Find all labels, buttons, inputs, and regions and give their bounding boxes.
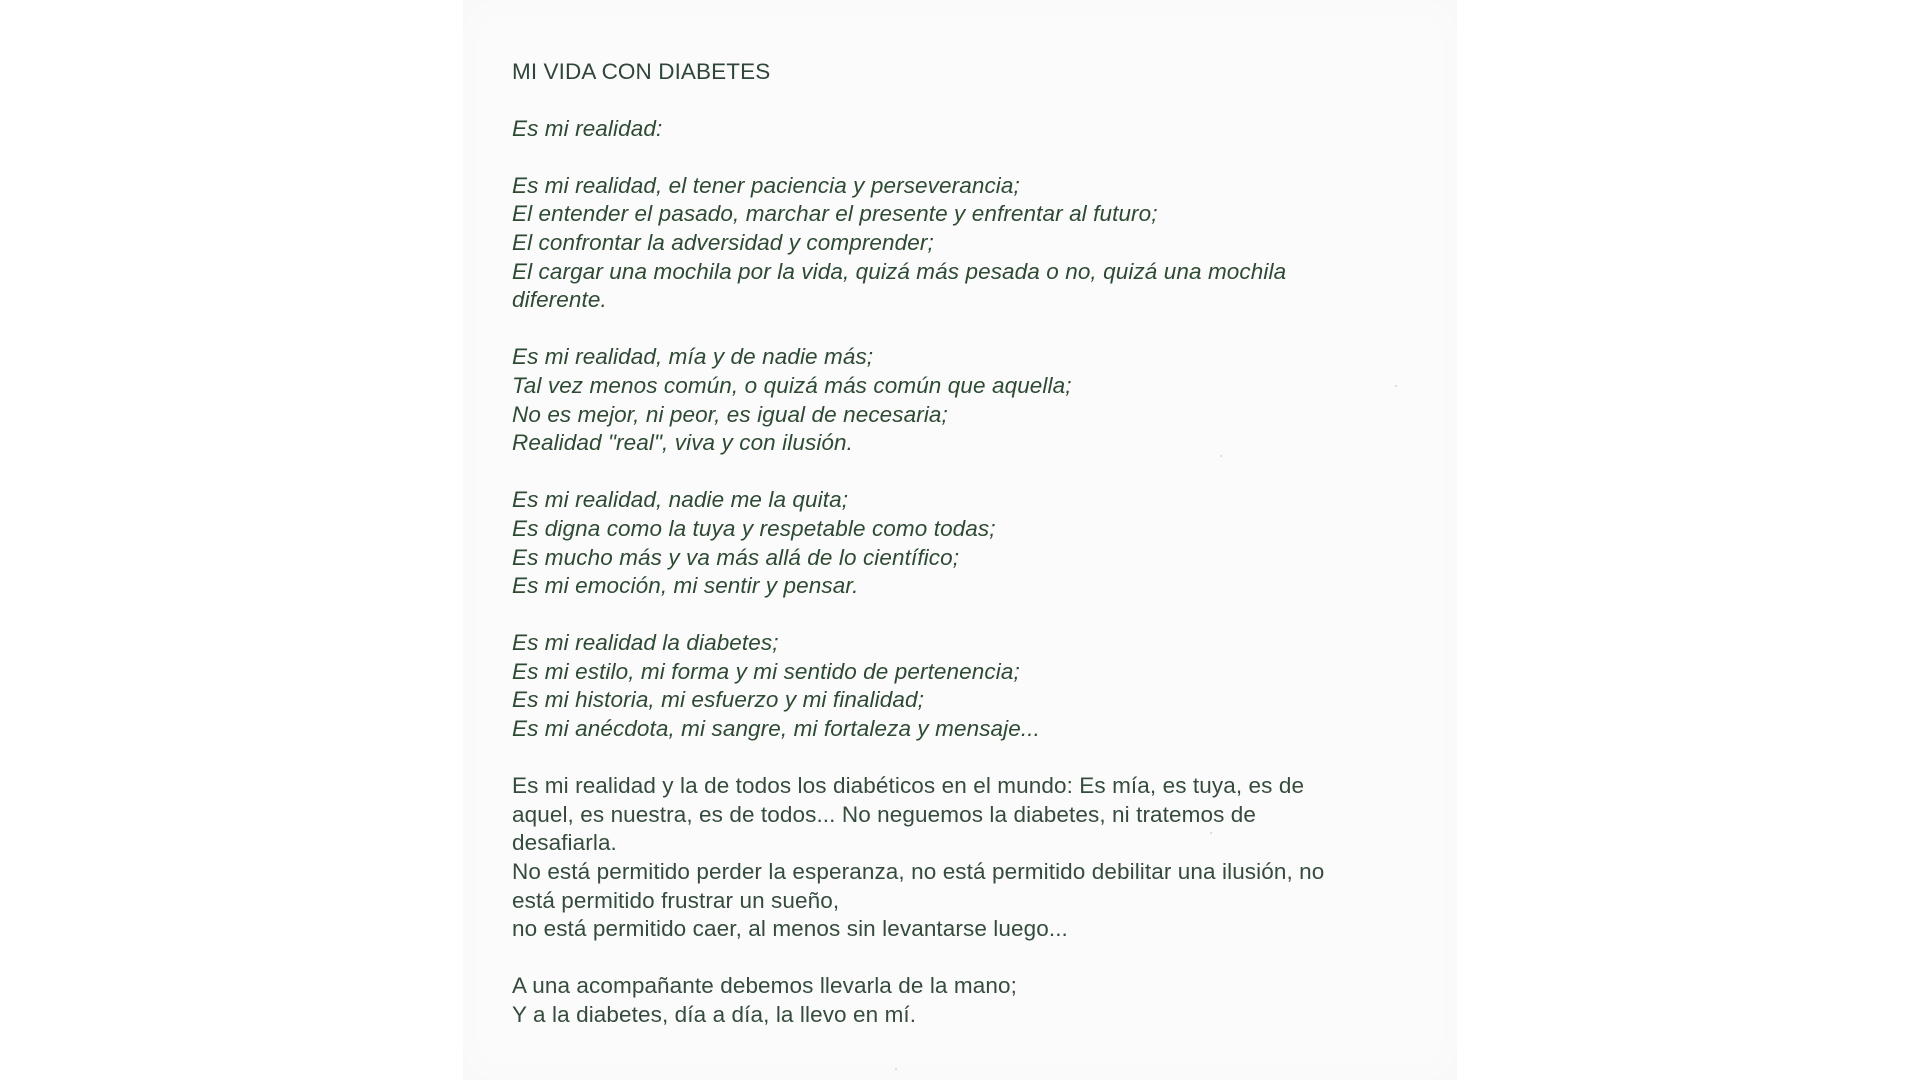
poem-title: MI VIDA CON DIABETES [512, 59, 771, 84]
poem-line: El cargar una mochila por la vida, quizá más pesada o no, quizá una mochila [512, 258, 1287, 284]
poem-line: Es digna como la tuya y respetable como todas; [512, 515, 996, 541]
poem-line: El entender el pasado, marchar el presente y enfrentar al futuro; [512, 201, 1158, 227]
poem-line: Es mi realidad, el tener paciencia y perseverancia; [512, 172, 1020, 198]
stanza-4 [512, 629, 1412, 743]
poem-line: Es mi estilo, mi forma y mi sentido de pertenencia; [512, 658, 1020, 684]
poem-line: Es mi anécdota, mi sangre, mi fortaleza y mensaje... [512, 716, 1040, 742]
poem-text [512, 58, 1412, 1058]
stanza-1 [512, 172, 1412, 315]
scan-speck [895, 1068, 897, 1070]
stanza-3 [512, 486, 1412, 600]
poem-line: El confrontar la adversidad y comprender; [512, 229, 934, 255]
poem-line: Y a la diabetes, día a día, la llevo en mí. [512, 1002, 917, 1027]
stanza-5 [512, 772, 1412, 944]
poem-line: Es mi realidad, mía y de nadie más; [512, 344, 874, 370]
poem-line: Es mi realidad y la de todos los diabéticos en el mundo: Es mía, es tuya, es de [512, 773, 1305, 799]
poem-line: Es mi realidad, nadie me la quita; [512, 487, 849, 513]
poem-line: no está permitido caer, al menos sin levantarse luego... [512, 916, 1068, 942]
poem-line: No está permitido perder la esperanza, no está permitido debilitar una ilusión, no [512, 859, 1325, 885]
poem-line: Es mi historia, mi esfuerzo y mi finalidad; [512, 687, 924, 713]
poem-line: aquel, es nuestra, es de todos... No neguemos la diabetes, ni tratemos de [512, 801, 1256, 827]
poem-line: Tal vez menos común, o quizá más común que aquella; [512, 372, 1072, 398]
poem-line: diferente. [512, 287, 607, 313]
poem-line: Es mucho más y va más allá de lo científico; [512, 544, 960, 570]
poem-line: Es mi realidad: [512, 115, 663, 141]
stanza-6 [512, 972, 1412, 1029]
stanza-intro [512, 115, 1412, 144]
poem-line: está permitido frustrar un sueño, [512, 887, 840, 913]
poem-line: Es mi emoción, mi sentir y pensar. [512, 573, 859, 599]
poem-line: No es mejor, ni peor, es igual de necesaria; [512, 401, 948, 427]
poem-line: Es mi realidad la diabetes; [512, 630, 779, 656]
poem-line: A una acompañante debemos llevarla de la mano; [512, 973, 1017, 999]
poem-line: desafiarla. [512, 830, 617, 856]
poem-line: Realidad "real", viva y con ilusión. [512, 430, 853, 456]
stanza-2 [512, 343, 1412, 457]
